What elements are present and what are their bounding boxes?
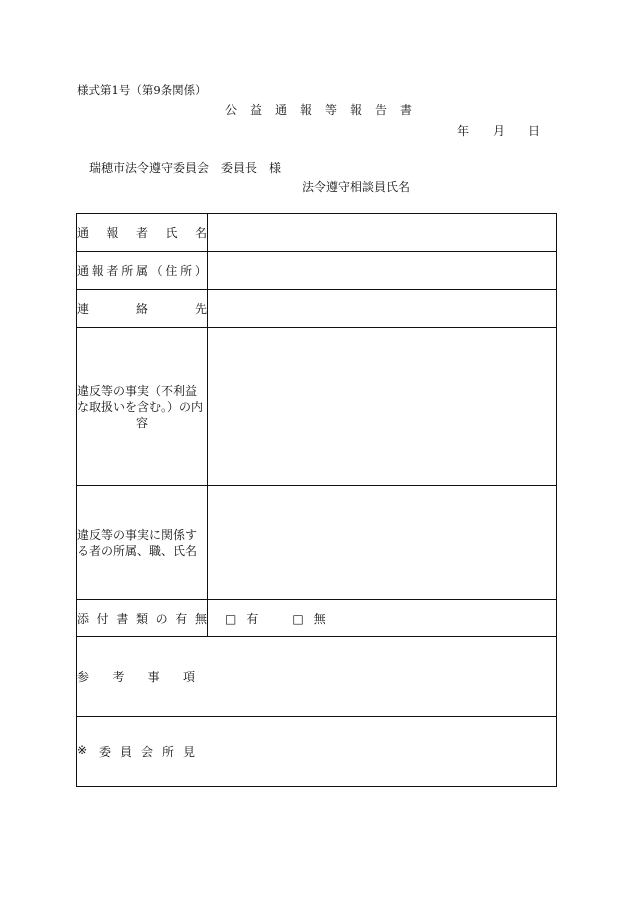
attachment-yes-label: 有 xyxy=(246,611,259,626)
violation-facts-label-line3: 容 xyxy=(135,415,148,430)
violation-facts-label-line1: 違反等の事実（不利益 xyxy=(77,383,198,398)
attachment-no-label: 無 xyxy=(313,611,326,626)
addressee: 瑞穂市法令遵守委員会 委員長 様 xyxy=(89,161,282,175)
reporter-name-label-cell xyxy=(77,214,208,252)
related-persons-label-cell xyxy=(77,486,208,600)
sender-label: 法令遵守相談員氏名 xyxy=(302,180,411,194)
committee-opinion-cell[interactable] xyxy=(77,717,557,787)
date-month-label: 月 xyxy=(493,124,506,138)
row-attachments xyxy=(77,600,557,637)
attachments-label-cell xyxy=(77,600,208,637)
contact-field[interactable] xyxy=(208,290,557,328)
related-persons-field[interactable] xyxy=(208,486,557,600)
committee-opinion-text: 委 員 会 所 見 xyxy=(99,745,195,759)
contact-label: 連 絡 先 xyxy=(77,302,207,316)
document-title: 公益通報等報告書 xyxy=(225,103,426,117)
date-year-label: 年 xyxy=(457,124,470,138)
asterisk-mark: ※ xyxy=(77,743,88,757)
violation-facts-label-cell xyxy=(77,328,208,486)
contact-label-cell xyxy=(77,290,208,328)
row-reporter-name xyxy=(77,214,557,252)
row-contact xyxy=(77,290,557,328)
violation-facts-label xyxy=(77,383,207,431)
reporter-affiliation-label: 通 報 者 所 属 （ 住 所 ） xyxy=(77,264,207,278)
reporter-name-field[interactable] xyxy=(208,214,557,252)
committee-opinion-label xyxy=(77,743,195,760)
related-persons-label-line1: 違反等の事実に関係す xyxy=(77,527,198,542)
row-committee-opinion xyxy=(77,717,557,787)
report-form-table xyxy=(76,213,557,787)
attachment-yes-checkbox[interactable]: □ xyxy=(225,611,237,626)
violation-facts-label-line2: な取扱いを含む。）の内 xyxy=(77,399,204,414)
row-violation-facts xyxy=(77,328,557,486)
attachment-no-checkbox[interactable]: □ xyxy=(292,611,304,626)
attachments-options xyxy=(208,600,557,637)
reference-cell[interactable] xyxy=(77,637,557,717)
reference-label: 参 考 事 項 xyxy=(77,670,195,684)
reporter-affiliation-field[interactable] xyxy=(208,252,557,290)
reporter-affiliation-label-cell xyxy=(77,252,208,290)
reporter-name-label: 通 報 者 氏 名 xyxy=(77,226,207,240)
violation-facts-field[interactable] xyxy=(208,328,557,486)
related-persons-label-line2: る者の所属、職、氏名 xyxy=(77,543,198,558)
row-related-persons xyxy=(77,486,557,600)
related-persons-label xyxy=(77,527,207,559)
row-reporter-affiliation xyxy=(77,252,557,290)
date-day-label: 日 xyxy=(528,124,541,138)
row-reference xyxy=(77,637,557,717)
attachments-label: 添 付 書 類 の 有 無 xyxy=(77,611,207,626)
form-number: 様式第1号（第9条関係） xyxy=(77,83,207,97)
